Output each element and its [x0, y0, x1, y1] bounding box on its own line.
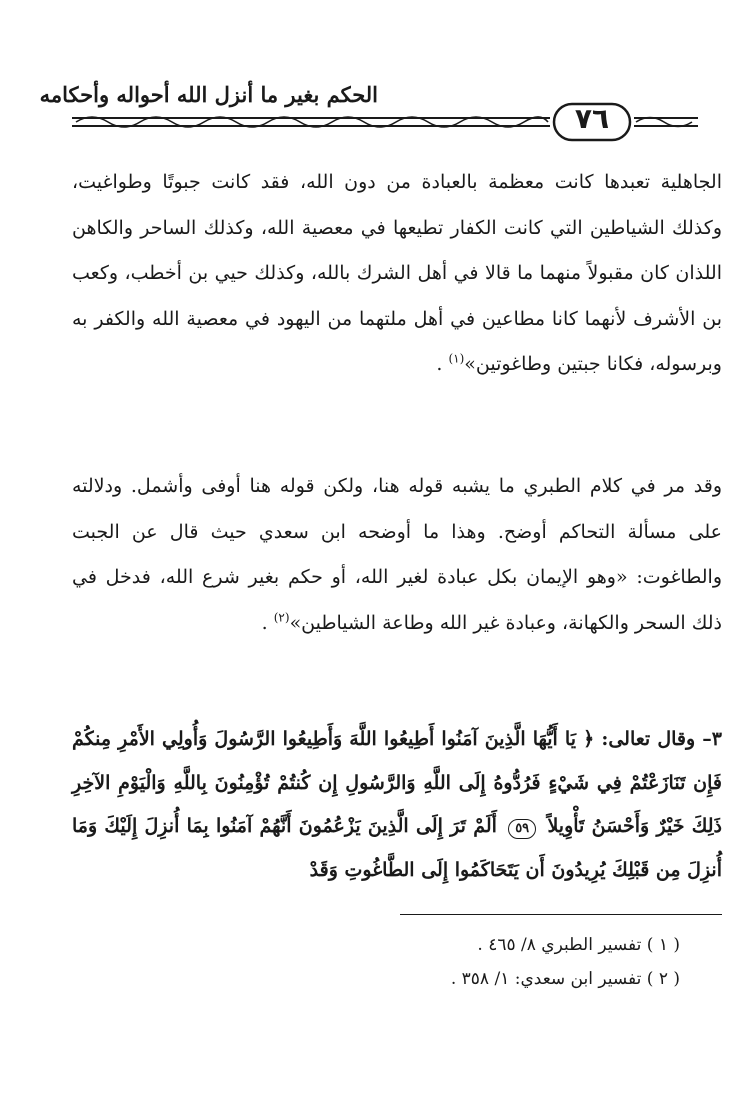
- footnote-1: ( ١ ) تفسير الطبري ٨/ ٤٦٥ .: [477, 935, 680, 955]
- paragraph-2-text: وقد مر في كلام الطبري ما يشبه قوله هنا، ولكن قوله هنا أوفى وأشمل. ودلالته على مسألة التحاكم أوضح. وهذا ما أوضحه ابن سعدي حيث قال عن الجبت والطاغوت: «وهو الإيمان بكل عبادة لغير الله، أو حكم بغير شرع الله، فدخل في ذلك السحر والكهانة، وعبادة غير الله وطاعة الشياطين»: [72, 475, 722, 634]
- footnote-ref-2: (٢): [273, 610, 290, 625]
- paragraph-3-verse-start: ٣– وقال تعالى: ﴿ يَا أَيُّهَا الَّذِينَ آمَنُوا أَطِيعُوا اللَّهَ وَأَطِيعُوا الرَّسُولَ وَأُولِي الأَمْرِ مِنكُمْ فَإِن تَنَازَعْتُمْ فِي شَيْءٍ فَرُدُّوهُ إِلَى اللَّهِ وَالرَّسُولِ إِن كُنتُمْ تُؤْمِنُونَ بِاللَّهِ وَالْيَوْمِ الآخِرِ ذَلِكَ خَيْرٌ وَأَحْسَنُ تَأْوِيلاً: [72, 728, 722, 837]
- running-title: الحكم بغير ما أنزل الله أحواله وأحكامه: [39, 82, 378, 107]
- paragraph-3: [72, 718, 722, 892]
- footnote-2: ( ٢ ) تفسير ابن سعدي: ١/ ٣٥٨ .: [450, 969, 680, 989]
- paragraph-1: الجاهلية تعبدها كانت معظمة بالعبادة من دون الله، فقد كانت جبوتًا وطواغيت، وكذلك الشياطين التي كانت الكفار تطيعها في معصية الله، وكذلك الساحر والكاهن اللذان كان مقبولاً منهما ما قالا في أهل الشرك بالله، وكذلك حيي بن أخطب، وكعب بن الأشرف لأنهما كانا مطاعين في أهل ملتهما من اليهود في معصية الله والكفر به وبرسوله، فكانا جبتين وطاغوتين»$^{(١)}$ .: [72, 171, 722, 375]
- page-number: ٧٦: [574, 101, 610, 135]
- paragraph-3-verse-end: أَلَمْ تَرَ إِلَى الَّذِينَ يَزْعُمُونَ أَنَّهُمْ آمَنُوا بِمَا أُنزِلَ إِلَيْكَ وَمَا أُنزِلَ مِن قَبْلِكَ يُرِيدُونَ أَن يَتَحَاكَمُوا إِلَى الطَّاغُوتِ وَقَدْ: [72, 815, 722, 881]
- ayah-number-marker: ٥٩: [508, 819, 536, 839]
- footnotes: [451, 928, 680, 996]
- page-header: [39, 82, 700, 142]
- paragraph-2: وقد مر في كلام الطبري ما يشبه قوله هنا، ولكن قوله هنا أوفى وأشمل. ودلالته على مسألة التحاكم أوضح. وهذا ما أوضحه ابن سعدي حيث قال عن الجبت والطاغوت: «وهو الإيمان بكل عبادة لغير الله، أو حكم بغير شرع الله، فدخل في ذلك السحر والكهانة، وعبادة غير الله وطاعة الشياطين»$^{(٢)}$ .: [72, 475, 722, 634]
- footnote-divider: [400, 914, 722, 915]
- footnote-ref-1: (١): [448, 351, 465, 366]
- paragraph-1-text: الجاهلية تعبدها كانت معظمة بالعبادة من دون الله، فقد كانت جبوتًا وطواغيت، وكذلك الشياطين التي كانت الكفار تطيعها في معصية الله، وكذلك الساحر والكاهن اللذان كان مقبولاً منهما ما قالا في أهل الشرك بالله، وكذلك حيي بن أخطب، وكعب بن الأشرف لأنهما كانا مطاعين في أهل ملتهما من اليهود في معصية الله والكفر به وبرسوله، فكانا جبتين وطاغوتين»: [72, 171, 722, 375]
